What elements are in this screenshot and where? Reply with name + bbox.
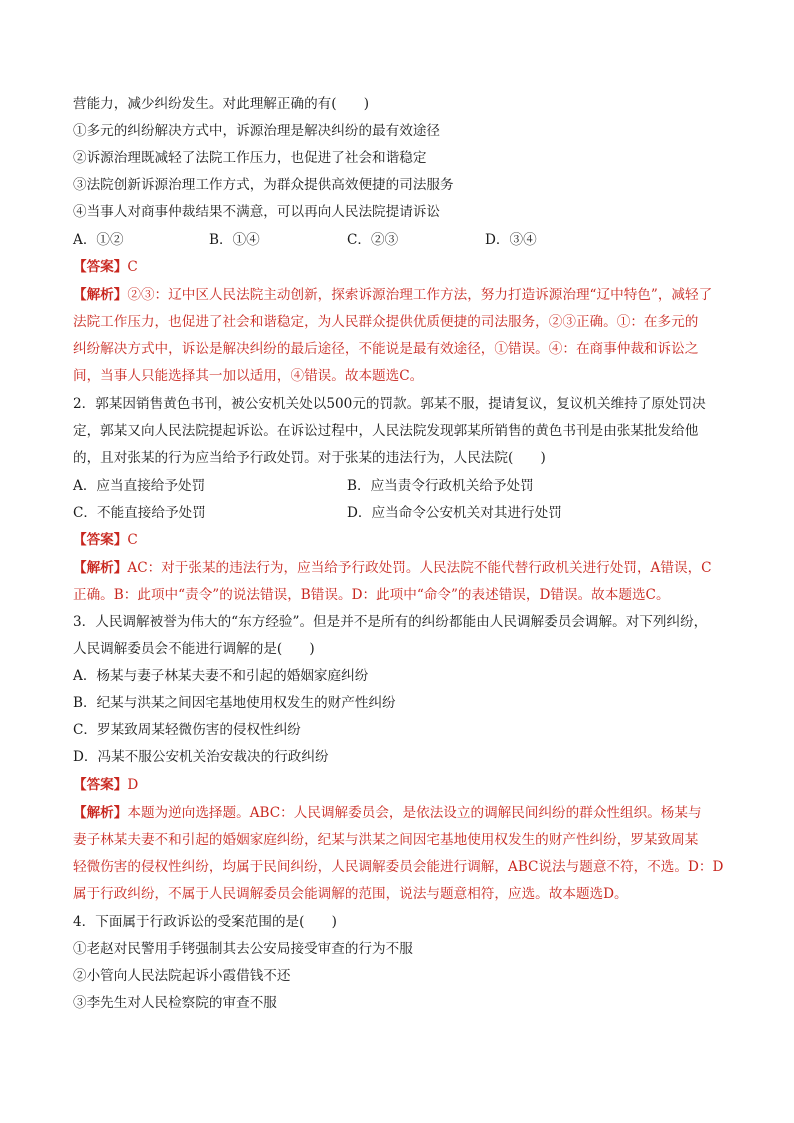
q3-option-a: A．杨某与妻子林某夫妻不和引起的婚姻家庭纠纷	[73, 668, 369, 684]
q1-statement-1: ①多元的纠纷解决方式中，诉源治理是解决纠纷的最有效途径	[73, 123, 441, 139]
q2-stem-line-3: 的，且对张某的行为应当给予行政处罚。对于张某的违法行为，人民法院( )	[73, 450, 546, 466]
q1-statement-4: ④当事人对商事仲裁结果不满意，可以再向人民法院提请诉讼	[73, 204, 441, 220]
q1-analysis-line-4: 间，当事人只能选择其一加以适用，④错误。故本题选C。	[73, 368, 424, 384]
q3-option-c: C．罗某致周某轻微伤害的侵权性纠纷	[73, 722, 301, 738]
q2-option-b: B．应当责令行政机关给予处罚	[347, 478, 534, 494]
q4-statement-1: ①老赵对民警用手铐强制其去公安局接受审查的行为不服	[73, 941, 413, 957]
q3-answer	[73, 776, 138, 794]
analysis-tag: 【解析】	[73, 560, 128, 576]
answer-tag: 【答案】	[73, 259, 128, 275]
q2-option-c: C．不能直接给予处罚	[73, 505, 206, 521]
q1-option-b: B．①④	[209, 232, 260, 248]
q3-option-d: D．冯某不服公安机关治安裁决的行政纠纷	[73, 749, 329, 765]
q2-stem-line-1: 2．郭某因销售黄色书刊，被公安机关处以500元的罚款。郭某不服，提请复议，复议机关维持了原处罚决	[73, 396, 706, 412]
answer-value: D	[127, 777, 139, 793]
q3-analysis-line-4: 属于行政纠纷，不属于人民调解委员会能调解的范围，说法与题意相符，应选。故本题选D。	[73, 886, 628, 902]
q3-stem-line-1: 3．人民调解被誉为伟大的“东方经验”。但是并不是所有的纠纷都能由人民调解委员会调解。对下列纠纷，	[73, 614, 708, 630]
answer-tag: 【答案】	[73, 532, 128, 548]
q2-answer	[73, 531, 138, 549]
q4-statement-2: ②小管向人民法院起诉小霞借钱不还	[73, 968, 291, 984]
q4-statement-3: ③李先生对人民检察院的审查不服	[73, 995, 277, 1011]
answer-tag: 【答案】	[73, 777, 128, 793]
q1-statement-3: ③法院创新诉源治理工作方式，为群众提供高效便捷的司法服务	[73, 177, 454, 193]
q2-option-a: A．应当直接给予处罚	[73, 478, 206, 494]
q2-option-d: D．应当命令公安机关对其进行处罚	[347, 505, 562, 521]
q1-answer	[73, 258, 138, 276]
q2-analysis-line-1: 【解析】AC：对于张某的违法行为，应当给予行政处罚。人民法院不能代替行政机关进行处罚，A错误，C	[73, 560, 712, 576]
q2-analysis-line-2: 正确。B：此项中“责令”的说法错误，B错误。D：此项中“命令”的表述错误，D错误。故本题选C。	[73, 587, 670, 603]
answer-value: C	[127, 532, 138, 548]
q1-option-d: D．③④	[485, 232, 537, 248]
q1-option-c: C．②③	[347, 232, 399, 248]
q1-stem-tail: 营能力，减少纠纷发生。对此理解正确的有( )	[73, 96, 370, 112]
answer-value: C	[127, 259, 138, 275]
analysis-tag: 【解析】	[73, 287, 128, 303]
q1-analysis-line-1: 【解析】②③：辽中区人民法院主动创新，探索诉源治理工作方法，努力打造诉源治理“辽中特色”，减轻了	[73, 287, 713, 303]
q4-stem: 4．下面属于行政诉讼的受案范围的是( )	[73, 914, 337, 930]
q1-statement-2: ②诉源治理既减轻了法院工作压力，也促进了社会和谐稳定	[73, 150, 427, 166]
q3-analysis-line-3: 轻微伤害的侵权性纠纷，均属于民间纠纷，人民调解委员会能进行调解，ABC说法与题意不符，不选。D：D	[73, 859, 724, 875]
q3-option-b: B．纪某与洪某之间因宅基地使用权发生的财产性纠纷	[73, 695, 396, 711]
q3-stem-line-2: 人民调解委员会不能进行调解的是( )	[73, 641, 315, 657]
q2-stem-line-2: 定，郭某又向人民法院提起诉讼。在诉讼过程中，人民法院发现郭某所销售的黄色书刊是由张某批发给他	[73, 423, 699, 439]
q1-option-a: A．①②	[73, 232, 124, 248]
analysis-tag: 【解析】	[73, 805, 128, 821]
q1-analysis-line-2: 法院工作压力，也促进了社会和谐稳定，为人民群众提供优质便捷的司法服务，②③正确。①：在多元的	[73, 314, 699, 330]
q3-analysis-line-1: 【解析】本题为逆向选择题。ABC：人民调解委员会，是依法设立的调解民间纠纷的群众性组织。杨某与	[73, 805, 702, 821]
q3-analysis-line-2: 妻子林某夫妻不和引起的婚姻家庭纠纷，纪某与洪某之间因宅基地使用权发生的财产性纠纷，罗某致周某	[73, 832, 699, 848]
q1-analysis-line-3: 纠纷解决方式中，诉讼是解决纠纷的最后途径，不能说是最有效途径，①错误。④：在商事仲裁和诉讼之	[73, 341, 699, 357]
